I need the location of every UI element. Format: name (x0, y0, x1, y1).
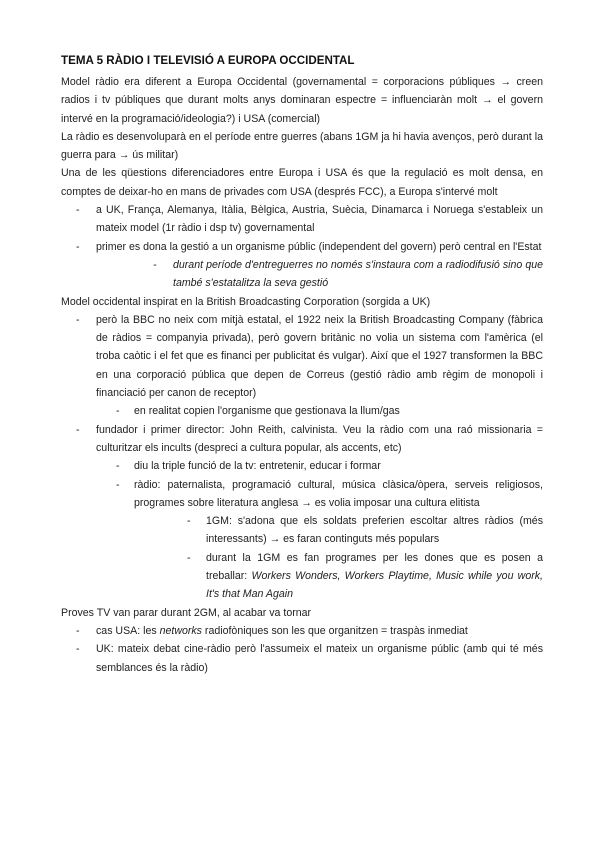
list-item (61, 622, 543, 640)
list-item-text: durant la 1GM es fan programes per les dones que es posen a treballar: (206, 551, 543, 583)
list-item-text: però la BBC no neix com mitjà estatal, el 1922 neix la British Broadcasting Company (fàbrica de ràdios = companyia privada), però govern britànic no volia un sistema com l'amèrica (el troba caòtic i el fet que es financi per publicitat és vulgar). Així que el 1927 transformen la BBC en una corporació pública que depen de Correus (gestió ràdio amb règim de monopoli i financiació per canon de receptor) (96, 313, 543, 400)
paragraph-proves-tv: Proves TV van parar durant 2GM, al acabar va tornar (61, 606, 312, 619)
bullet-dash: - (76, 240, 80, 253)
sub-sub-list-item (61, 512, 543, 549)
bullet-dash: - (116, 405, 120, 418)
bullet-dash: - (76, 204, 80, 217)
paragraph-model-radio: Model ràdio era diferent a Europa Occidental (governamental = corporacions públiques → creen radios i tv públiques que durant molts anys dominaran espectre = influenciaràn molt → el govern intervé en la programació/ideologia?) i USA (comercial) (61, 76, 543, 125)
list-item-text: a UK, França, Alemanya, Itàlia, Bèlgica, Austria, Suècia, Dinamarca i Noruega s'estableix un mateix model (1r ràdio i dsp tv) governamental (96, 204, 543, 235)
list-item-text-post: radiofòniques son les que organitzen = traspàs inmediat (201, 624, 468, 637)
list-item-text: primer es dona la gestió a un organisme públic (independent del govern) però central en l'Estat (96, 240, 542, 253)
bullet-dash: - (116, 460, 120, 473)
list-item-emphasis: networks (159, 624, 202, 637)
sub-list-item (61, 457, 543, 475)
list-item-text-pre: cas USA: les (96, 624, 160, 637)
program-titles: Workers Wonders, Workers Playtime, Music while you work, It's that Man Again (206, 570, 543, 601)
list-item-text: diu la triple funció de la tv: entretenir, educar i formar (134, 460, 381, 473)
bullet-dash: - (76, 313, 80, 326)
bullet-dash: - (116, 478, 120, 491)
sub-list-item (61, 402, 543, 420)
sub-sub-list-item (61, 549, 543, 604)
bullet-dash: - (76, 423, 80, 436)
document-page (61, 52, 543, 677)
list-item-text: durant període d'entreguerres no només s'instaura com a radiodifusió sino que també s'estatalitza la seva gestió (173, 258, 543, 290)
list-item (61, 201, 543, 238)
list-item (61, 238, 543, 256)
paragraph-entreguerres: La ràdio es desenvoluparà en el període entre guerres (abans 1GM ja hi havia avenços, però durant la guerra para → ús militar) (61, 130, 543, 162)
list-item (61, 311, 543, 402)
paragraph-model-occidental: Model occidental inspirat en la British Broadcasting Corporation (sorgida a UK) (61, 295, 431, 308)
list-item-text: 1GM: s'adona que els soldats preferien escoltar altres ràdios (més interessants) → es faran continguts més populars (206, 515, 543, 546)
paragraph-regulacio: Una de les qüestions diferenciadores entre Europa i USA és que la regulació es molt densa, en comptes de deixar-ho en mans de privades com USA (després FCC), a Europa s'intervé molt (61, 167, 543, 198)
list-item (61, 421, 543, 458)
bullet-dash: - (153, 258, 157, 271)
sub-list-item (61, 476, 543, 513)
bullet-dash: - (76, 643, 80, 656)
list-item-text: UK: mateix debat cine-ràdio però l'assumeix el mateix un organisme públic (amb qui té més semblances és la ràdio) (96, 643, 543, 674)
list-item-text: ràdio: paternalista, programació cultural, música clàsica/òpera, serveis religiosos, programes sobre literatura anglesa → es volia imposar una cultura elitista (134, 478, 543, 509)
document-title: TEMA 5 RÀDIO I TELEVISIÓ A EUROPA OCCIDENTAL (61, 54, 355, 67)
bullet-dash: - (187, 551, 191, 564)
bullet-dash: - (76, 624, 80, 637)
bullet-dash: - (187, 515, 191, 528)
list-item-text: fundador i primer director: John Reith, calvinista. Veu la ràdio com una raó missionaria = culturitzar els incults (despreci a cultura popular, als accents, etc) (96, 423, 543, 454)
list-item (61, 640, 543, 677)
sub-list-item (61, 256, 543, 293)
list-item-text: en realitat copien l'organisme que gestionava la llum/gas (134, 405, 400, 418)
